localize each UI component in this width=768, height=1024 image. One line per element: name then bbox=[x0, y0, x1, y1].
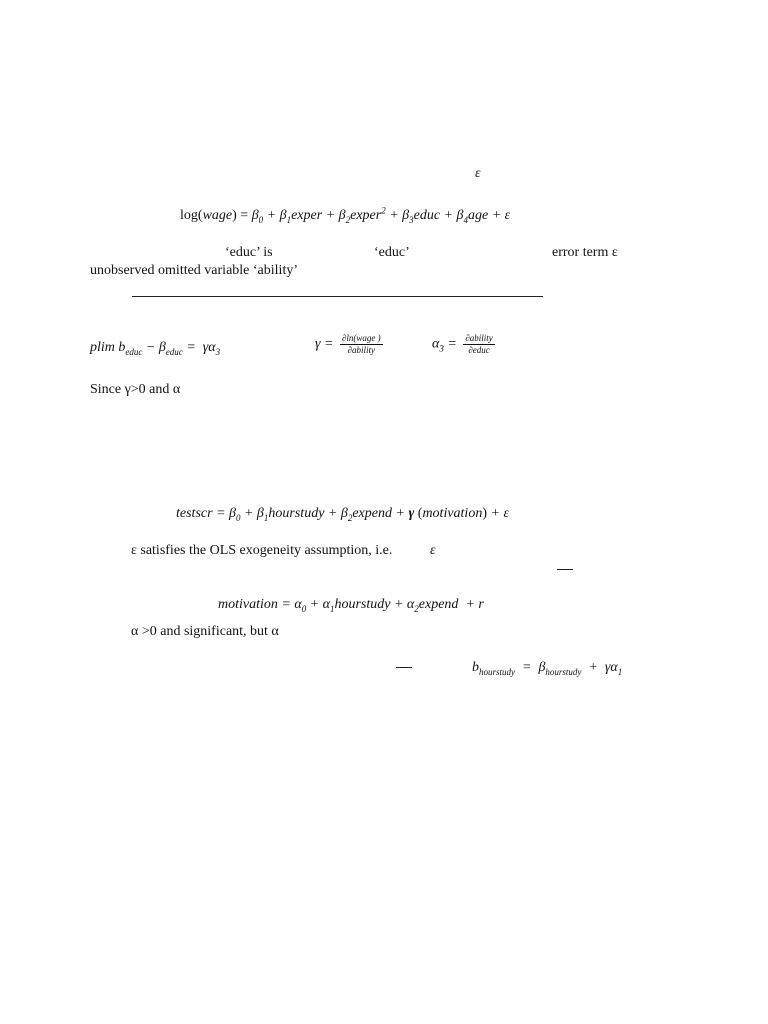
epsilon-symbol: ε bbox=[475, 166, 481, 181]
text-educ-is: ‘educ’ is bbox=[225, 245, 273, 260]
text-since: Since γ>0 and α bbox=[90, 382, 181, 397]
plim-equation: plim $b_{educ} - \beta_{educ} = \gamma\alpha_3$ bbox=[90, 340, 221, 357]
alpha3-definition: $\alpha_3$ = $\frac{\text{∂ability}}{\text{∂educ}}$ bbox=[432, 333, 493, 355]
testscr-equation: testscr = $\beta_0$ + $\beta_1hourstudy$ + $\beta_2expend + \gamma$ (motivation) + ε bbox=[176, 506, 509, 523]
dash-mark-2 bbox=[396, 667, 412, 668]
epsilon-symbol-2: ε bbox=[430, 543, 436, 558]
text-error-term: error term ε bbox=[552, 245, 618, 260]
text-exogeneity: ε satisfies the OLS exogeneity assumption, i.e. bbox=[131, 543, 393, 558]
blank-line bbox=[132, 296, 543, 297]
wage-equation: log(wage) = $\beta_0$ + $\beta_1exper$ + $\beta_2exper^2$ + $\beta_3educ + \beta_4age + \varepsilon$ bbox=[180, 205, 511, 225]
gamma-definition: γ = $\frac{\text{∂ln(wage )}}{\text{∂ability}}$ bbox=[315, 333, 381, 355]
text-alpha-significant: α >0 and significant, but α bbox=[131, 624, 279, 639]
motivation-equation: motivation = $\alpha_0$ + $\alpha_1hourstudy$ + $\alpha_2expend + r$ bbox=[218, 597, 484, 614]
bias-equation: $b_{hourstudy} = \beta_{hourstudy} + \gamma\alpha_1$ bbox=[472, 660, 623, 677]
text-educ: ‘educ’ bbox=[374, 245, 410, 260]
text-omitted-variable: unobserved omitted variable ‘ability’ bbox=[90, 263, 298, 278]
dash-mark-1 bbox=[557, 569, 573, 570]
